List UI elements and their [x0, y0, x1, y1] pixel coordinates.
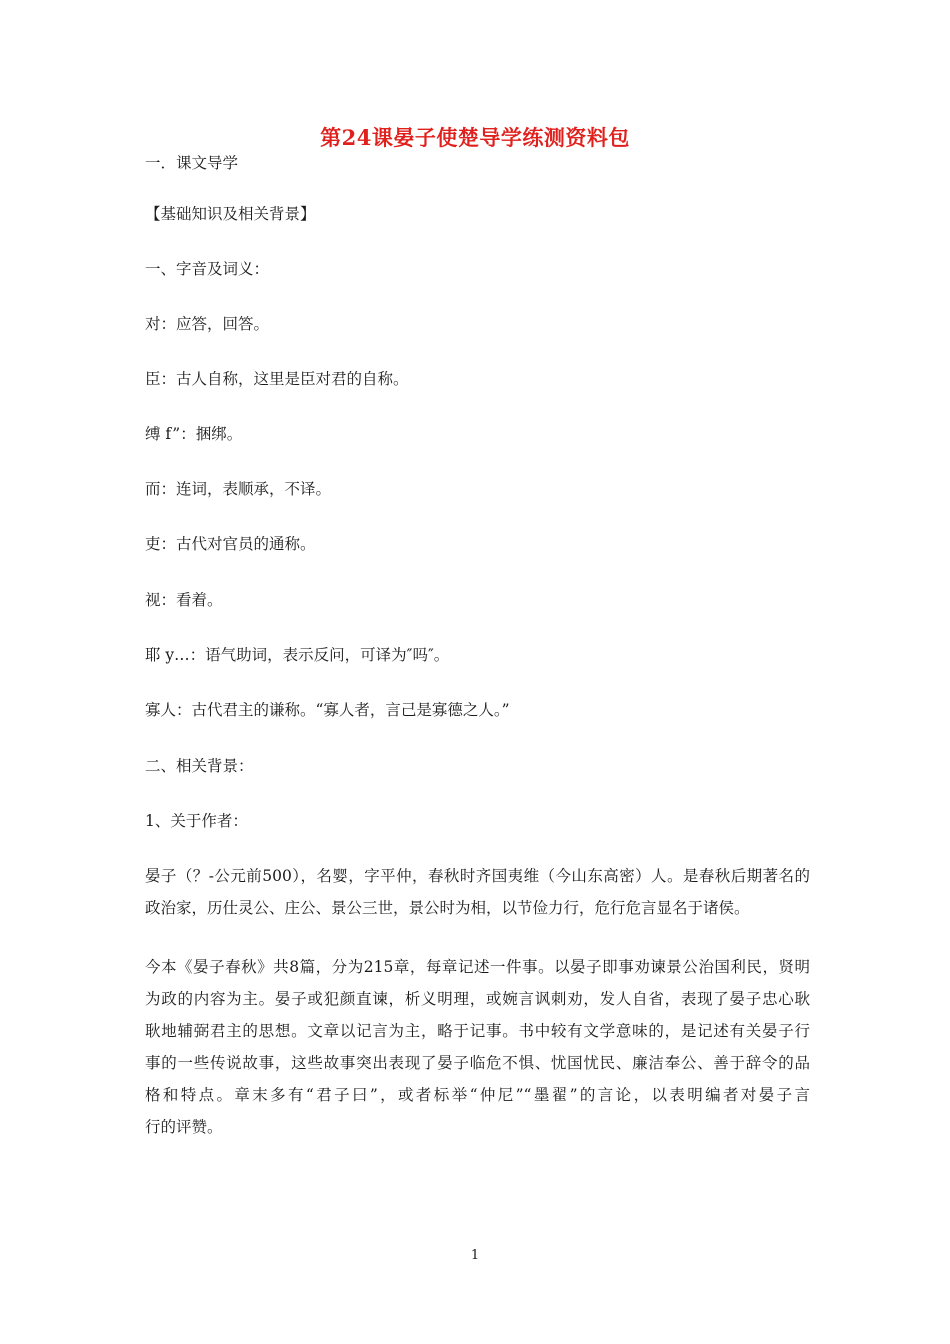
paragraph-line: 耿地辅弼君主的思想。文章以记言为主，略于记事。书中较有文学意味的，是记述有关晏子行 — [145, 1022, 810, 1040]
page-number: 1 — [470, 1248, 480, 1263]
subheading: 【基础知识及相关背景】 — [145, 205, 316, 223]
vocab-item: 吏：古代对官员的通称。 — [145, 535, 316, 553]
paragraph-line: 行的评赞。 — [145, 1118, 223, 1136]
vocab-item: 耶 y…：语气助词，表示反问，可译为″吗″。 — [145, 646, 450, 664]
vocab-item: 视：看着。 — [145, 591, 223, 609]
paragraph-line: 晏子（？-公元前500），名婴，字平仲，春秋时齐国夷维（今山东高密）人。是春秋后期著名的 — [145, 867, 810, 885]
section-heading: 一．课文导学 — [145, 154, 239, 172]
document-title: 第24课晏子使楚导学练测资料包 — [320, 125, 630, 150]
part2-heading: 二、相关背景： — [145, 757, 254, 775]
part1-heading: 一、字音及词义： — [145, 260, 270, 278]
vocab-item: 对：应答，回答。 — [145, 315, 270, 333]
paragraph-line: 今本《晏子春秋》共8篇，分为215章，每章记述一件事。以晏子即事劝谏景公治国利民，贤明 — [145, 958, 810, 976]
paragraph-line: 为政的内容为主。晏子或犯颜直谏，析义明理，或婉言讽刺劝，发人自省，表现了晏子忠心耿 — [145, 990, 810, 1008]
vocab-item: 缚 f”：捆绑。 — [145, 425, 243, 443]
paragraph-line: 事的一些传说故事，这些故事突出表现了晏子临危不惧、忧国忧民、廉洁奉公、善于辞令的品 — [145, 1054, 810, 1072]
paragraph-line: 格和特点。章末多有“君子曰”，或者标举“仲尼”“墨翟”的言论，以表明编者对晏子言 — [145, 1086, 810, 1104]
vocab-item: 臣：古人自称，这里是臣对君的自称。 — [145, 370, 409, 388]
sub1-heading: 1、关于作者： — [145, 812, 248, 830]
vocab-item: 寡人：古代君主的谦称。“寡人者，言己是寡德之人。” — [145, 701, 510, 719]
paragraph-line: 政治家，历仕灵公、庄公、景公三世，景公时为相，以节俭力行，危行危言显名于诸侯。 — [145, 899, 750, 917]
book-paragraph — [145, 951, 810, 1143]
vocab-item: 而：连词，表顺承，不译。 — [145, 480, 332, 498]
author-paragraph — [145, 860, 810, 924]
